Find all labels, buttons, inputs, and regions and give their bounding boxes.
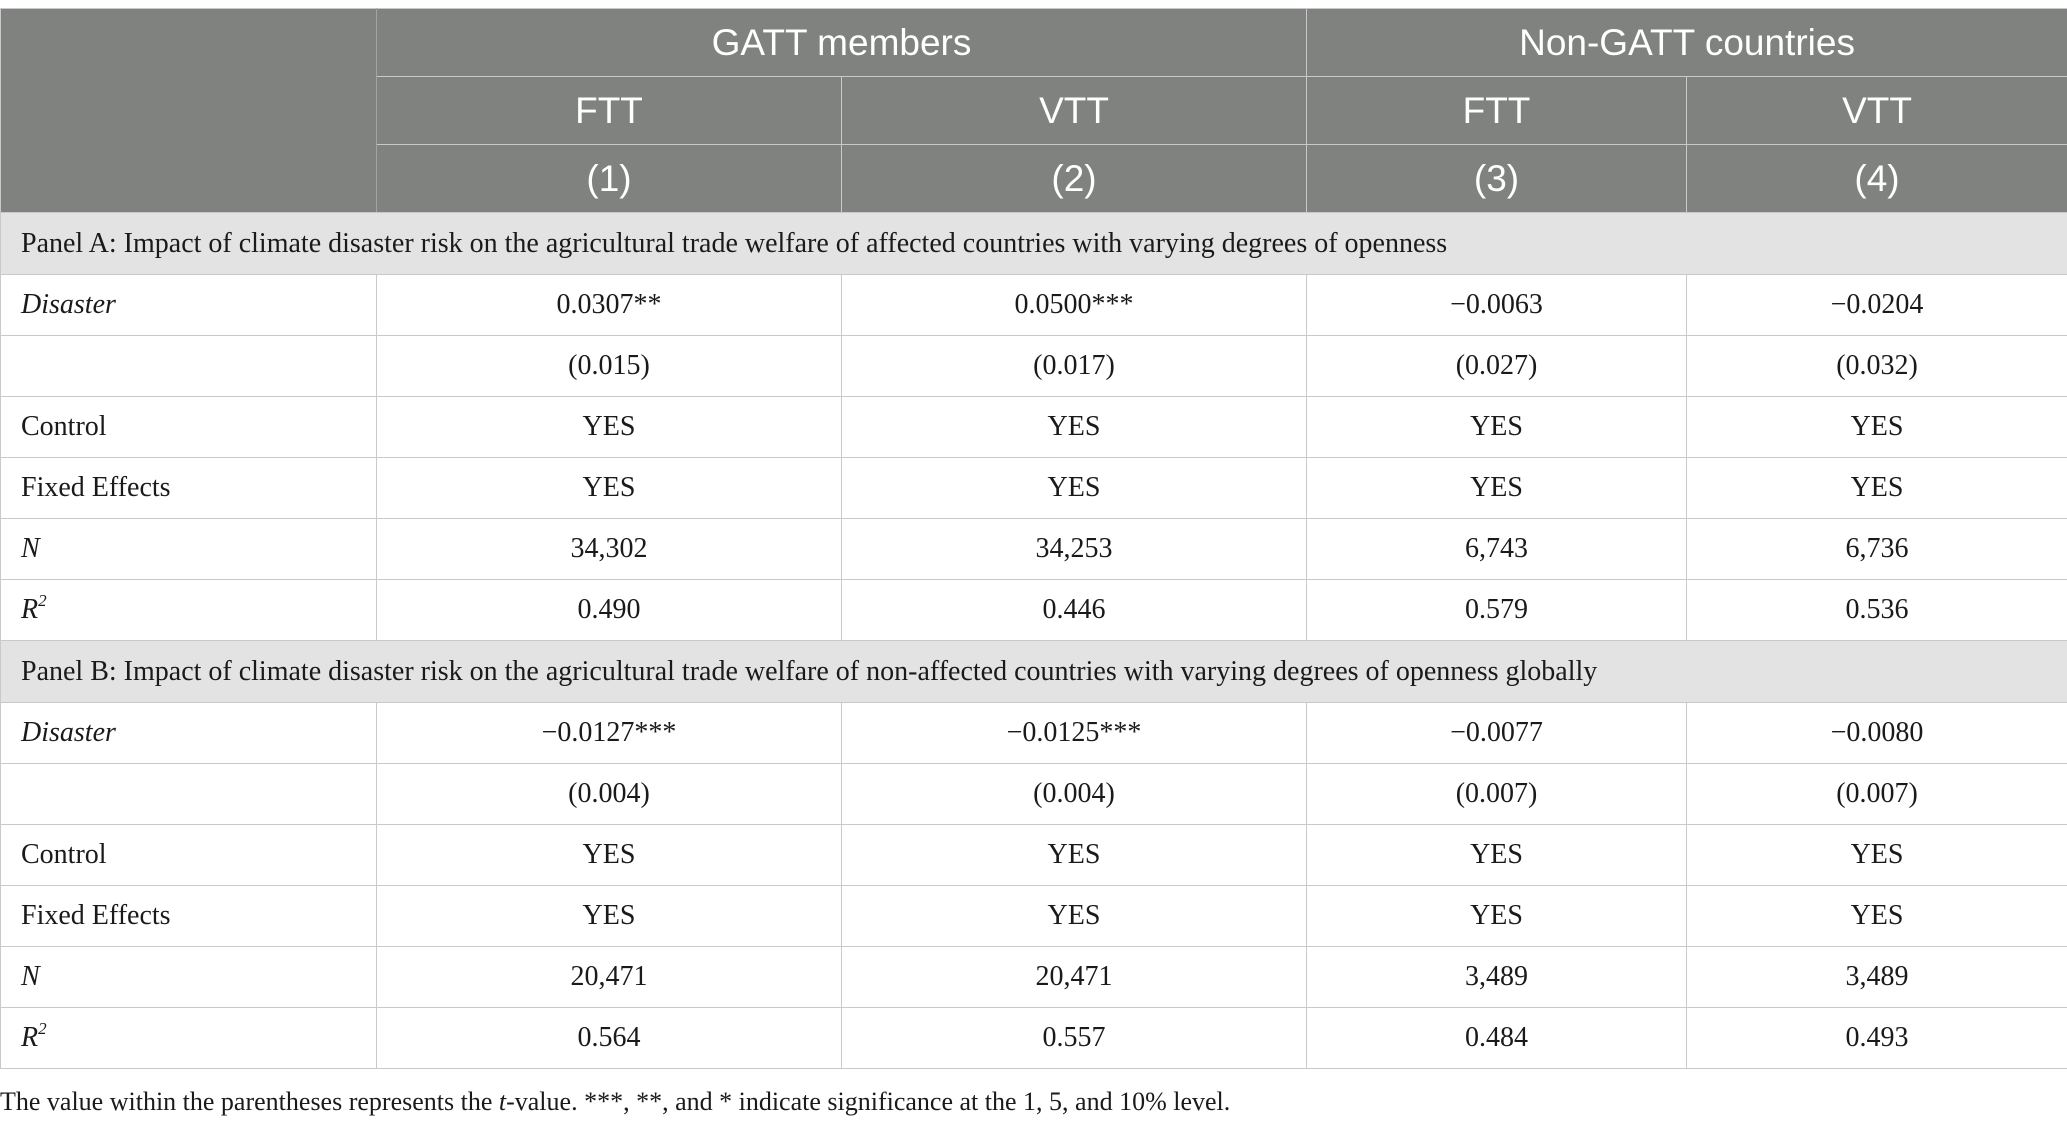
table-cell: 0.493 xyxy=(1687,1008,2067,1069)
table-cell: 6,736 xyxy=(1687,519,2067,580)
table-cell: (0.027) xyxy=(1307,336,1687,397)
group-header-gatt-members: GATT members xyxy=(377,9,1307,77)
table-body xyxy=(1,213,2067,1069)
table-cell: (0.007) xyxy=(1307,764,1687,825)
table-cell: 0.490 xyxy=(377,580,842,641)
table-cell: YES xyxy=(377,886,842,947)
table-cell: 3,489 xyxy=(1687,947,2067,1008)
table-cell: YES xyxy=(1307,825,1687,886)
regression-table xyxy=(0,8,2067,1069)
table-cell: (0.015) xyxy=(377,336,842,397)
row-label: Disaster xyxy=(1,703,377,764)
table-row-t-values xyxy=(1,764,2067,825)
row-label: Control xyxy=(1,397,377,458)
table-cell: −0.0063 xyxy=(1307,275,1687,336)
table-cell: YES xyxy=(377,825,842,886)
row-label: Disaster xyxy=(1,275,377,336)
table-row-control xyxy=(1,397,2067,458)
panel-a-title-row xyxy=(1,213,2067,275)
column-number: (2) xyxy=(842,145,1307,213)
row-label: N xyxy=(1,519,377,580)
row-label xyxy=(1,580,377,641)
r-squared-exponent: 2 xyxy=(38,1019,47,1038)
table-cell: YES xyxy=(842,458,1307,519)
table-cell: 0.564 xyxy=(377,1008,842,1069)
table-cell: 20,471 xyxy=(377,947,842,1008)
panel-title: Panel B: Impact of climate disaster risk on the agricultural trade welfare of non-affected countries with varying degrees of openness globally xyxy=(1,641,2067,703)
table-row-control xyxy=(1,825,2067,886)
column-header: FTT xyxy=(377,77,842,145)
table-cell: (0.004) xyxy=(377,764,842,825)
row-label xyxy=(1,336,377,397)
table-cell: YES xyxy=(377,458,842,519)
table-cell: 34,253 xyxy=(842,519,1307,580)
table-row-n xyxy=(1,947,2067,1008)
column-header: FTT xyxy=(1307,77,1687,145)
table-row-fixed-effects xyxy=(1,458,2067,519)
row-label xyxy=(1,764,377,825)
column-header: VTT xyxy=(1687,77,2067,145)
row-label: N xyxy=(1,947,377,1008)
table-cell: YES xyxy=(1687,825,2067,886)
group-header-non-gatt-countries: Non-GATT countries xyxy=(1307,9,2067,77)
table-cell: (0.032) xyxy=(1687,336,2067,397)
table-cell: YES xyxy=(842,825,1307,886)
table-cell: YES xyxy=(1307,458,1687,519)
footnote-text-after: -value. ***, **, and * indicate significance at the 1, 5, and 10% level. xyxy=(506,1087,1231,1116)
table-footnote xyxy=(0,1087,1230,1117)
table-header xyxy=(1,9,2067,213)
table-cell: 0.446 xyxy=(842,580,1307,641)
r-squared-exponent: 2 xyxy=(38,591,47,610)
table-cell: 0.484 xyxy=(1307,1008,1687,1069)
table-cell: −0.0077 xyxy=(1307,703,1687,764)
table-cell: 0.0307** xyxy=(377,275,842,336)
table-cell: YES xyxy=(842,397,1307,458)
row-label xyxy=(1,1008,377,1069)
table-cell: YES xyxy=(1687,397,2067,458)
panel-title: Panel A: Impact of climate disaster risk on the agricultural trade welfare of affected countries with varying degrees of openness xyxy=(1,213,2067,275)
table-cell: (0.004) xyxy=(842,764,1307,825)
table-row-r-squared xyxy=(1,580,2067,641)
table-cell: YES xyxy=(842,886,1307,947)
column-number: (3) xyxy=(1307,145,1687,213)
table-cell: YES xyxy=(1687,458,2067,519)
table-cell: −0.0125*** xyxy=(842,703,1307,764)
table-cell: (0.007) xyxy=(1687,764,2067,825)
table-cell: 6,743 xyxy=(1307,519,1687,580)
column-number: (1) xyxy=(377,145,842,213)
table-row-t-values xyxy=(1,336,2067,397)
footnote-text-before: The value within the parentheses represents the xyxy=(0,1087,499,1116)
table-cell: YES xyxy=(1307,397,1687,458)
table-cell: −0.0204 xyxy=(1687,275,2067,336)
table-cell: 20,471 xyxy=(842,947,1307,1008)
table-cell: 0.536 xyxy=(1687,580,2067,641)
column-header: VTT xyxy=(842,77,1307,145)
table-cell: YES xyxy=(1307,886,1687,947)
r-squared-symbol: R xyxy=(21,1022,39,1053)
row-label: Control xyxy=(1,825,377,886)
table-cell: 0.0500*** xyxy=(842,275,1307,336)
table-cell: (0.017) xyxy=(842,336,1307,397)
table-cell: YES xyxy=(377,397,842,458)
table-row-disaster xyxy=(1,275,2067,336)
table-row-fixed-effects xyxy=(1,886,2067,947)
r-squared-symbol: R xyxy=(21,594,39,625)
table-cell: YES xyxy=(1687,886,2067,947)
table-cell: 0.557 xyxy=(842,1008,1307,1069)
header-corner-cell xyxy=(1,9,377,213)
panel-b-title-row xyxy=(1,641,2067,703)
table-cell: 34,302 xyxy=(377,519,842,580)
footnote-italic-t: t xyxy=(498,1087,507,1116)
table-row-n xyxy=(1,519,2067,580)
row-label: Fixed Effects xyxy=(1,886,377,947)
table-row-disaster xyxy=(1,703,2067,764)
table-cell: 3,489 xyxy=(1307,947,1687,1008)
table-row-r-squared xyxy=(1,1008,2067,1069)
table-cell: −0.0080 xyxy=(1687,703,2067,764)
table-cell: −0.0127*** xyxy=(377,703,842,764)
table-cell: 0.579 xyxy=(1307,580,1687,641)
row-label: Fixed Effects xyxy=(1,458,377,519)
column-number: (4) xyxy=(1687,145,2067,213)
